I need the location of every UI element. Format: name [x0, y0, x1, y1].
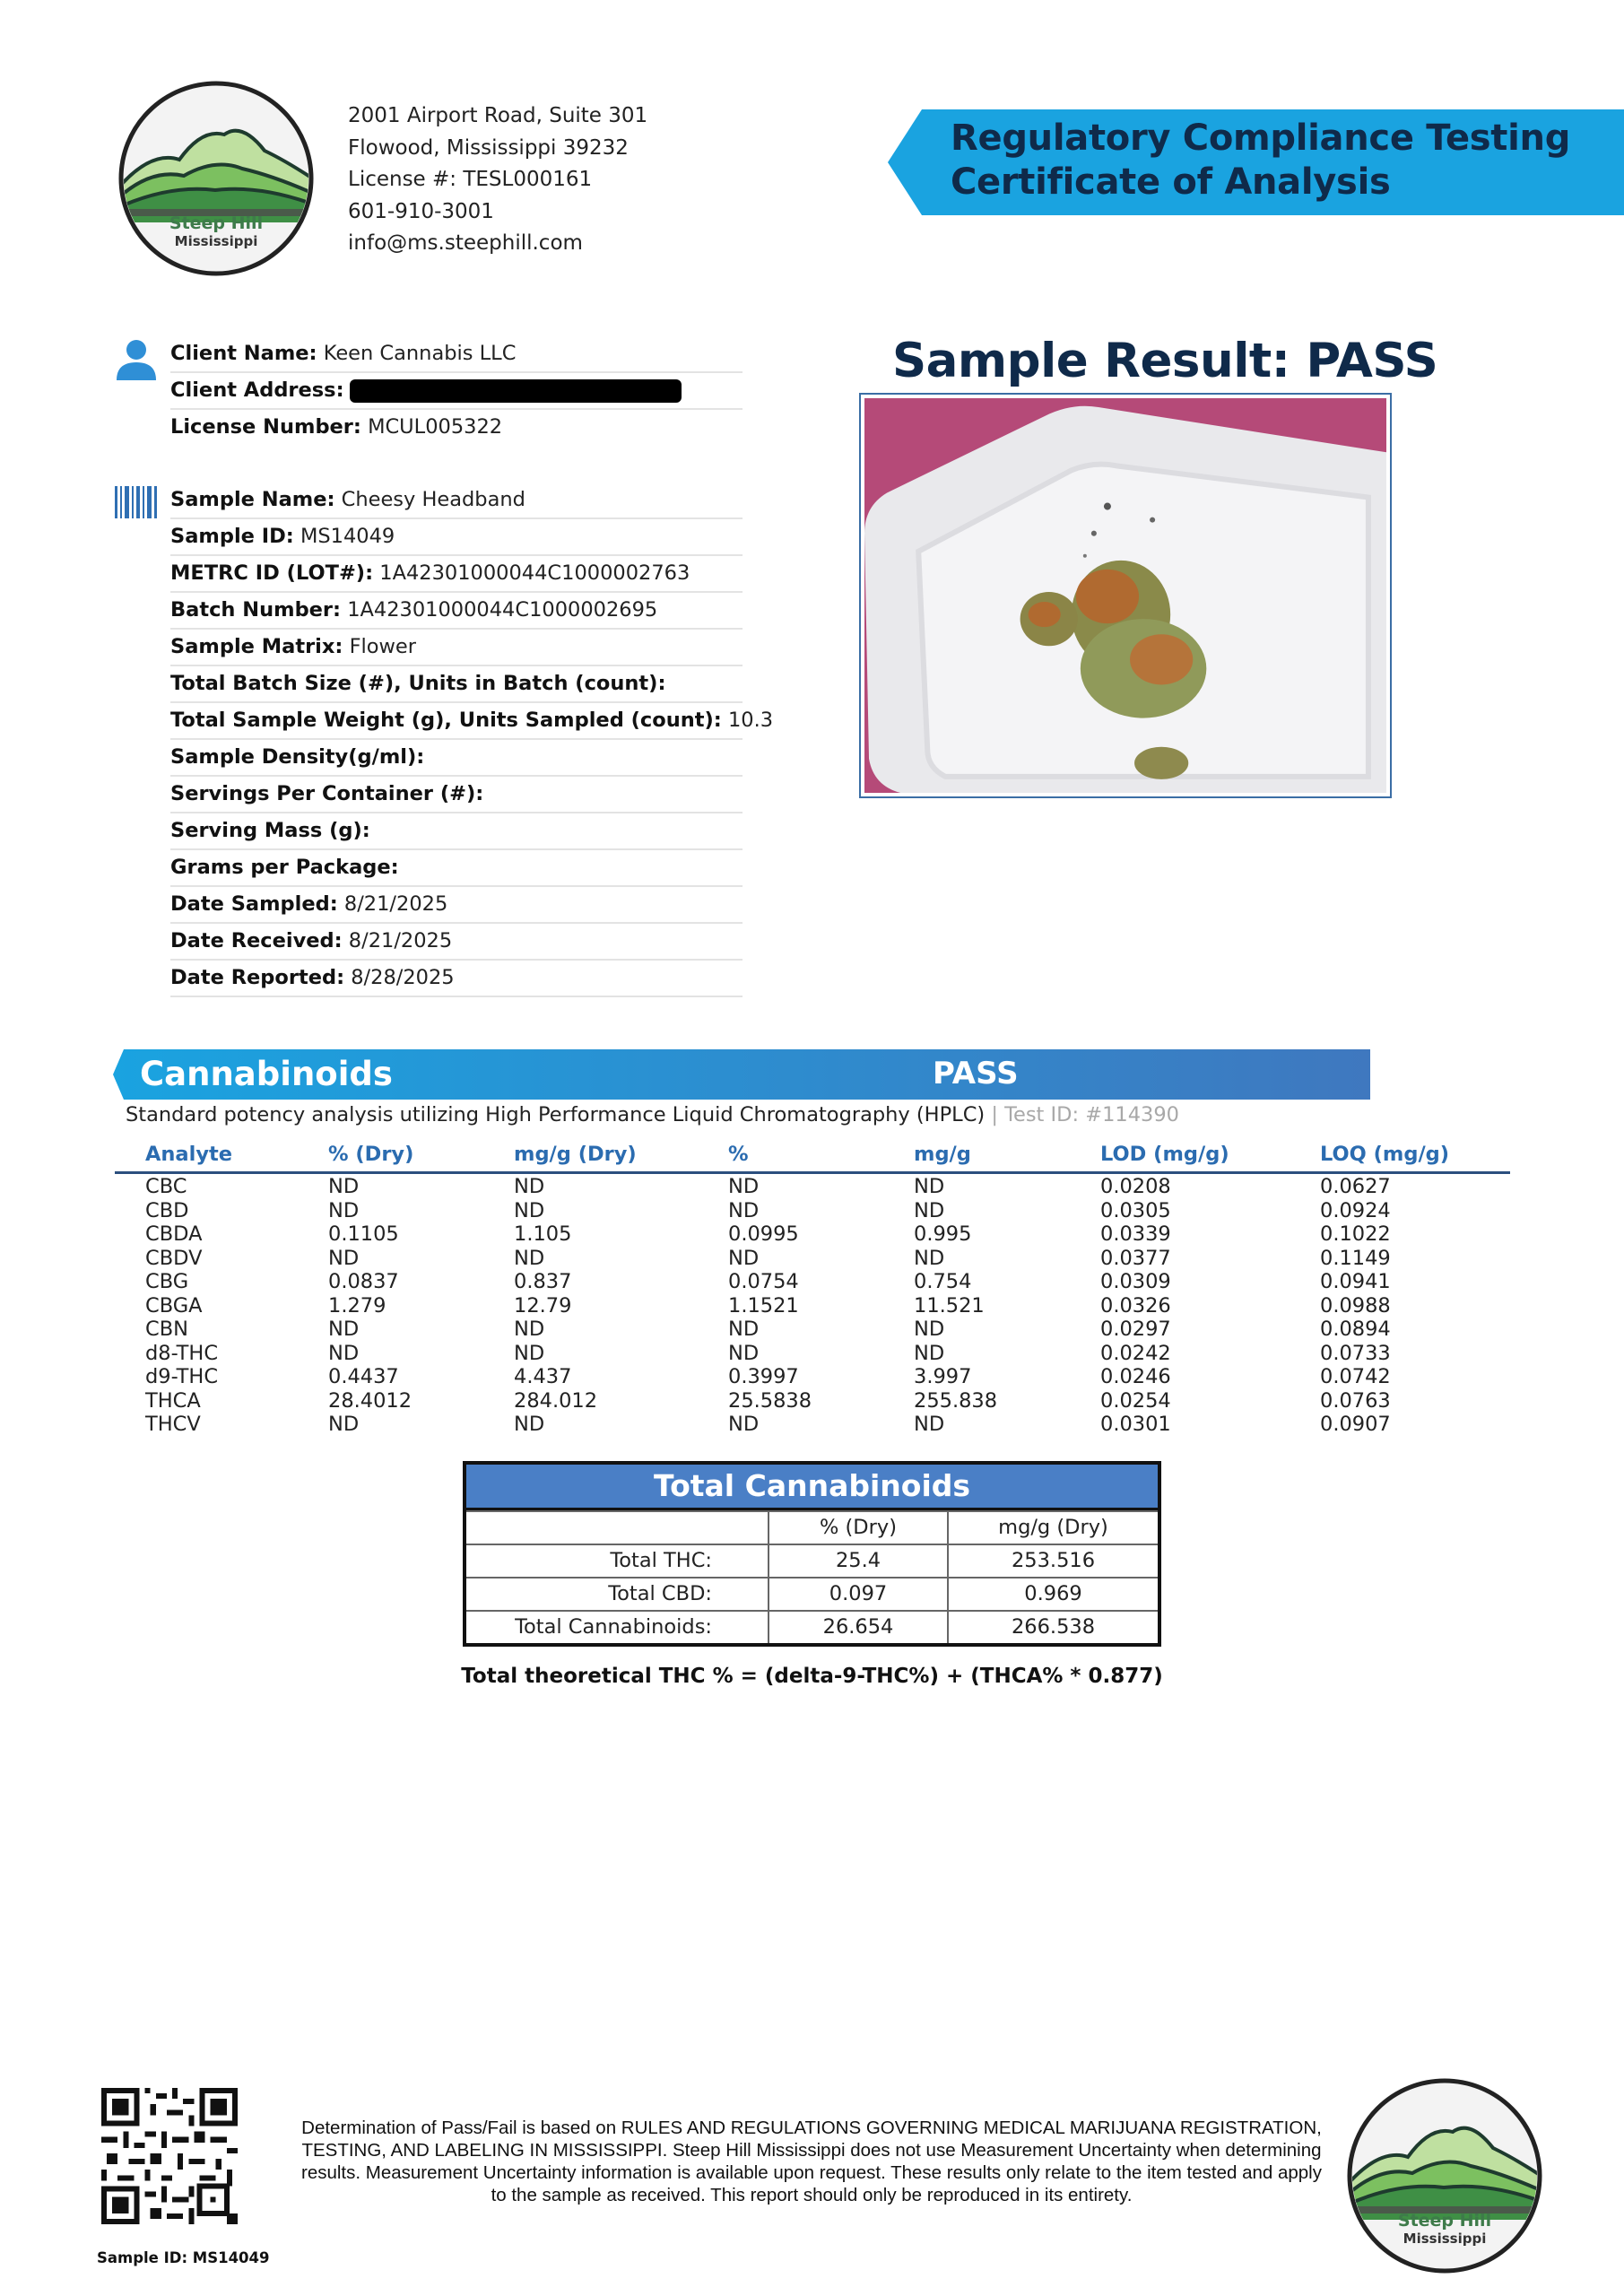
- sample-photo: [864, 398, 1386, 793]
- table-row: Total THC: 25.4 253.516: [466, 1544, 1158, 1577]
- sample-id: MS14049: [300, 525, 395, 548]
- client-name: Keen Cannabis LLC: [323, 342, 517, 365]
- batch-number: 1A42301000044C1000002695: [347, 598, 658, 622]
- table-row: CBDA 0.1105 1.105 0.0995 0.995 0.0339 0.1022: [145, 1222, 1391, 1246]
- table-row: d9-THC 0.4437 4.437 0.3997 3.997 0.0246 0.0742: [145, 1365, 1391, 1388]
- sample-density-row: Sample Density(g/ml):: [170, 739, 743, 777]
- barcode-icon: [115, 484, 160, 520]
- sample-photo-frame: [859, 393, 1392, 798]
- lab-contact-info: [348, 100, 647, 260]
- report-title: [951, 117, 1570, 204]
- logo-text: Steep Hill: [169, 213, 264, 233]
- table-row: THCA 28.4012 284.012 25.5838 255.838 0.0254 0.0763: [145, 1388, 1391, 1413]
- table-row: CBGA 1.279 12.79 1.1521 11.521 0.0326 0.0988: [145, 1293, 1391, 1318]
- client-license-row: License Number: MCUL005322: [170, 415, 503, 439]
- table-row: THCV ND ND ND ND 0.0301 0.0907: [145, 1413, 1391, 1436]
- col-pct-dry: % (Dry): [328, 1143, 414, 1166]
- table-row: CBD ND ND ND ND 0.0305 0.0924: [145, 1198, 1391, 1222]
- sample-result-title: Sample Result: PASS: [892, 334, 1438, 388]
- report-title-line2: Certificate of Analysis: [951, 161, 1391, 203]
- analyte-table-body: [115, 1175, 1510, 1437]
- footer-sample-id: Sample ID: MS14049: [97, 2249, 270, 2266]
- client-name-row: Client Name: Keen Cannabis LLC: [170, 335, 743, 373]
- client-address-row: Client Address:: [170, 372, 743, 410]
- sample-id-row: Sample ID: MS14049: [170, 518, 743, 556]
- qr-code[interactable]: [101, 2088, 238, 2224]
- report-title-line1: Regulatory Compliance Testing: [951, 117, 1571, 159]
- person-icon: [115, 337, 158, 382]
- lab-address-line2: Flowood, Mississippi 39232: [348, 135, 629, 160]
- steep-hill-logo: [117, 79, 316, 278]
- table-row: d8-THC ND ND ND ND 0.0242 0.0733: [145, 1341, 1391, 1365]
- sample-matrix: Flower: [349, 635, 417, 658]
- client-license: MCUL005322: [368, 415, 503, 439]
- date-received-row: Date Received: 8/21/2025: [170, 923, 743, 961]
- method-text: Standard potency analysis utilizing High Performance Liquid Chromatography (HPLC): [126, 1103, 986, 1126]
- col-pct: %: [728, 1143, 749, 1166]
- totals-col-pct-dry: % (Dry): [769, 1512, 949, 1544]
- batch-number-row: Batch Number: 1A42301000044C1000002695: [170, 592, 743, 630]
- lab-license: License #: TESL000161: [348, 168, 593, 191]
- sample-name-row: Sample Name: Cheesy Headband: [170, 482, 743, 519]
- table-row: CBC ND ND ND ND 0.0208 0.0627: [145, 1175, 1391, 1198]
- serving-mass-row: Serving Mass (g):: [170, 813, 743, 850]
- cannabinoids-status: PASS: [933, 1056, 1019, 1091]
- totals-col-mg-dry: mg/g (Dry): [998, 1516, 1108, 1539]
- total-cannabinoids-table: [463, 1461, 1161, 1647]
- date-reported: 8/28/2025: [351, 966, 455, 989]
- sample-weight: 10.3: [727, 709, 774, 732]
- metrc-id-row: METRC ID (LOT#): 1A42301000044C1000002763: [170, 555, 743, 593]
- date-sampled-row: Date Sampled: 8/21/2025: [170, 886, 743, 924]
- servings-row: Servings Per Container (#):: [170, 776, 743, 813]
- col-analyte: Analyte: [145, 1143, 233, 1166]
- total-cannabinoids-title: Total Cannabinoids: [466, 1465, 1158, 1510]
- table-row: CBN ND ND ND ND 0.0297 0.0894: [145, 1318, 1391, 1341]
- date-reported-row: Date Reported: 8/28/2025: [170, 960, 743, 997]
- redacted-address: [350, 379, 682, 403]
- test-id: | Test ID: #114390: [991, 1103, 1179, 1126]
- lab-email[interactable]: info@ms.steephill.com: [348, 231, 583, 255]
- totals-header-row: [466, 1510, 1158, 1544]
- thc-formula: Total theoretical THC % = (delta-9-THC%) + (THCA% * 0.877): [461, 1665, 1163, 1688]
- col-loq: LOQ (mg/g): [1320, 1143, 1450, 1166]
- col-mg-dry: mg/g (Dry): [514, 1143, 637, 1166]
- steep-hill-footer-logo: [1345, 2076, 1544, 2275]
- sample-weight-row: Total Sample Weight (g), Units Sampled (count): 10.3: [170, 702, 743, 740]
- table-row: CBG 0.0837 0.837 0.0754 0.754 0.0309 0.0941: [145, 1270, 1391, 1293]
- lab-phone: 601-910-3001: [348, 199, 494, 223]
- table-row: Total Cannabinoids: 26.654 266.538: [466, 1610, 1158, 1643]
- method-description: [126, 1103, 1179, 1126]
- grams-per-package-row: Grams per Package:: [170, 849, 743, 887]
- date-received: 8/21/2025: [348, 929, 453, 952]
- table-row: Total CBD: 0.097 0.969: [466, 1577, 1158, 1610]
- disclaimer-text: Determination of Pass/Fail is based on RULES AND REGULATIONS GOVERNING MEDICAL MARIJUANA REGISTRATION, TESTING, AND LABELING IN MISSISSIPPI. Steep Hill Mississippi does not use Measurement Uncertainty when determining results. Measurement Uncertainty information is available upon request. These results only relate to the item tested and apply to the sample as received. This report should only be reproduced in its entirety.: [301, 2118, 1322, 2205]
- sample-name: Cheesy Headband: [341, 488, 525, 511]
- svg-text:Steep Hill: Steep Hill: [1397, 2211, 1492, 2231]
- col-mg: mg/g: [914, 1143, 971, 1166]
- svg-text:Mississippi: Mississippi: [1403, 2231, 1487, 2247]
- metrc-id: 1A42301000044C1000002763: [379, 561, 690, 585]
- analyte-table-header: [115, 1139, 1510, 1174]
- sample-matrix-row: Sample Matrix: Flower: [170, 629, 743, 666]
- cannabinoids-title: Cannabinoids: [140, 1055, 393, 1093]
- lab-address-line1: 2001 Airport Road, Suite 301: [348, 104, 648, 127]
- date-sampled: 8/21/2025: [343, 892, 448, 916]
- svg-text:Mississippi: Mississippi: [174, 233, 258, 249]
- batch-size-row: Total Batch Size (#), Units in Batch (count):: [170, 665, 743, 703]
- table-row: CBDV ND ND ND ND 0.0377 0.1149: [145, 1246, 1391, 1270]
- col-lod: LOD (mg/g): [1100, 1143, 1229, 1166]
